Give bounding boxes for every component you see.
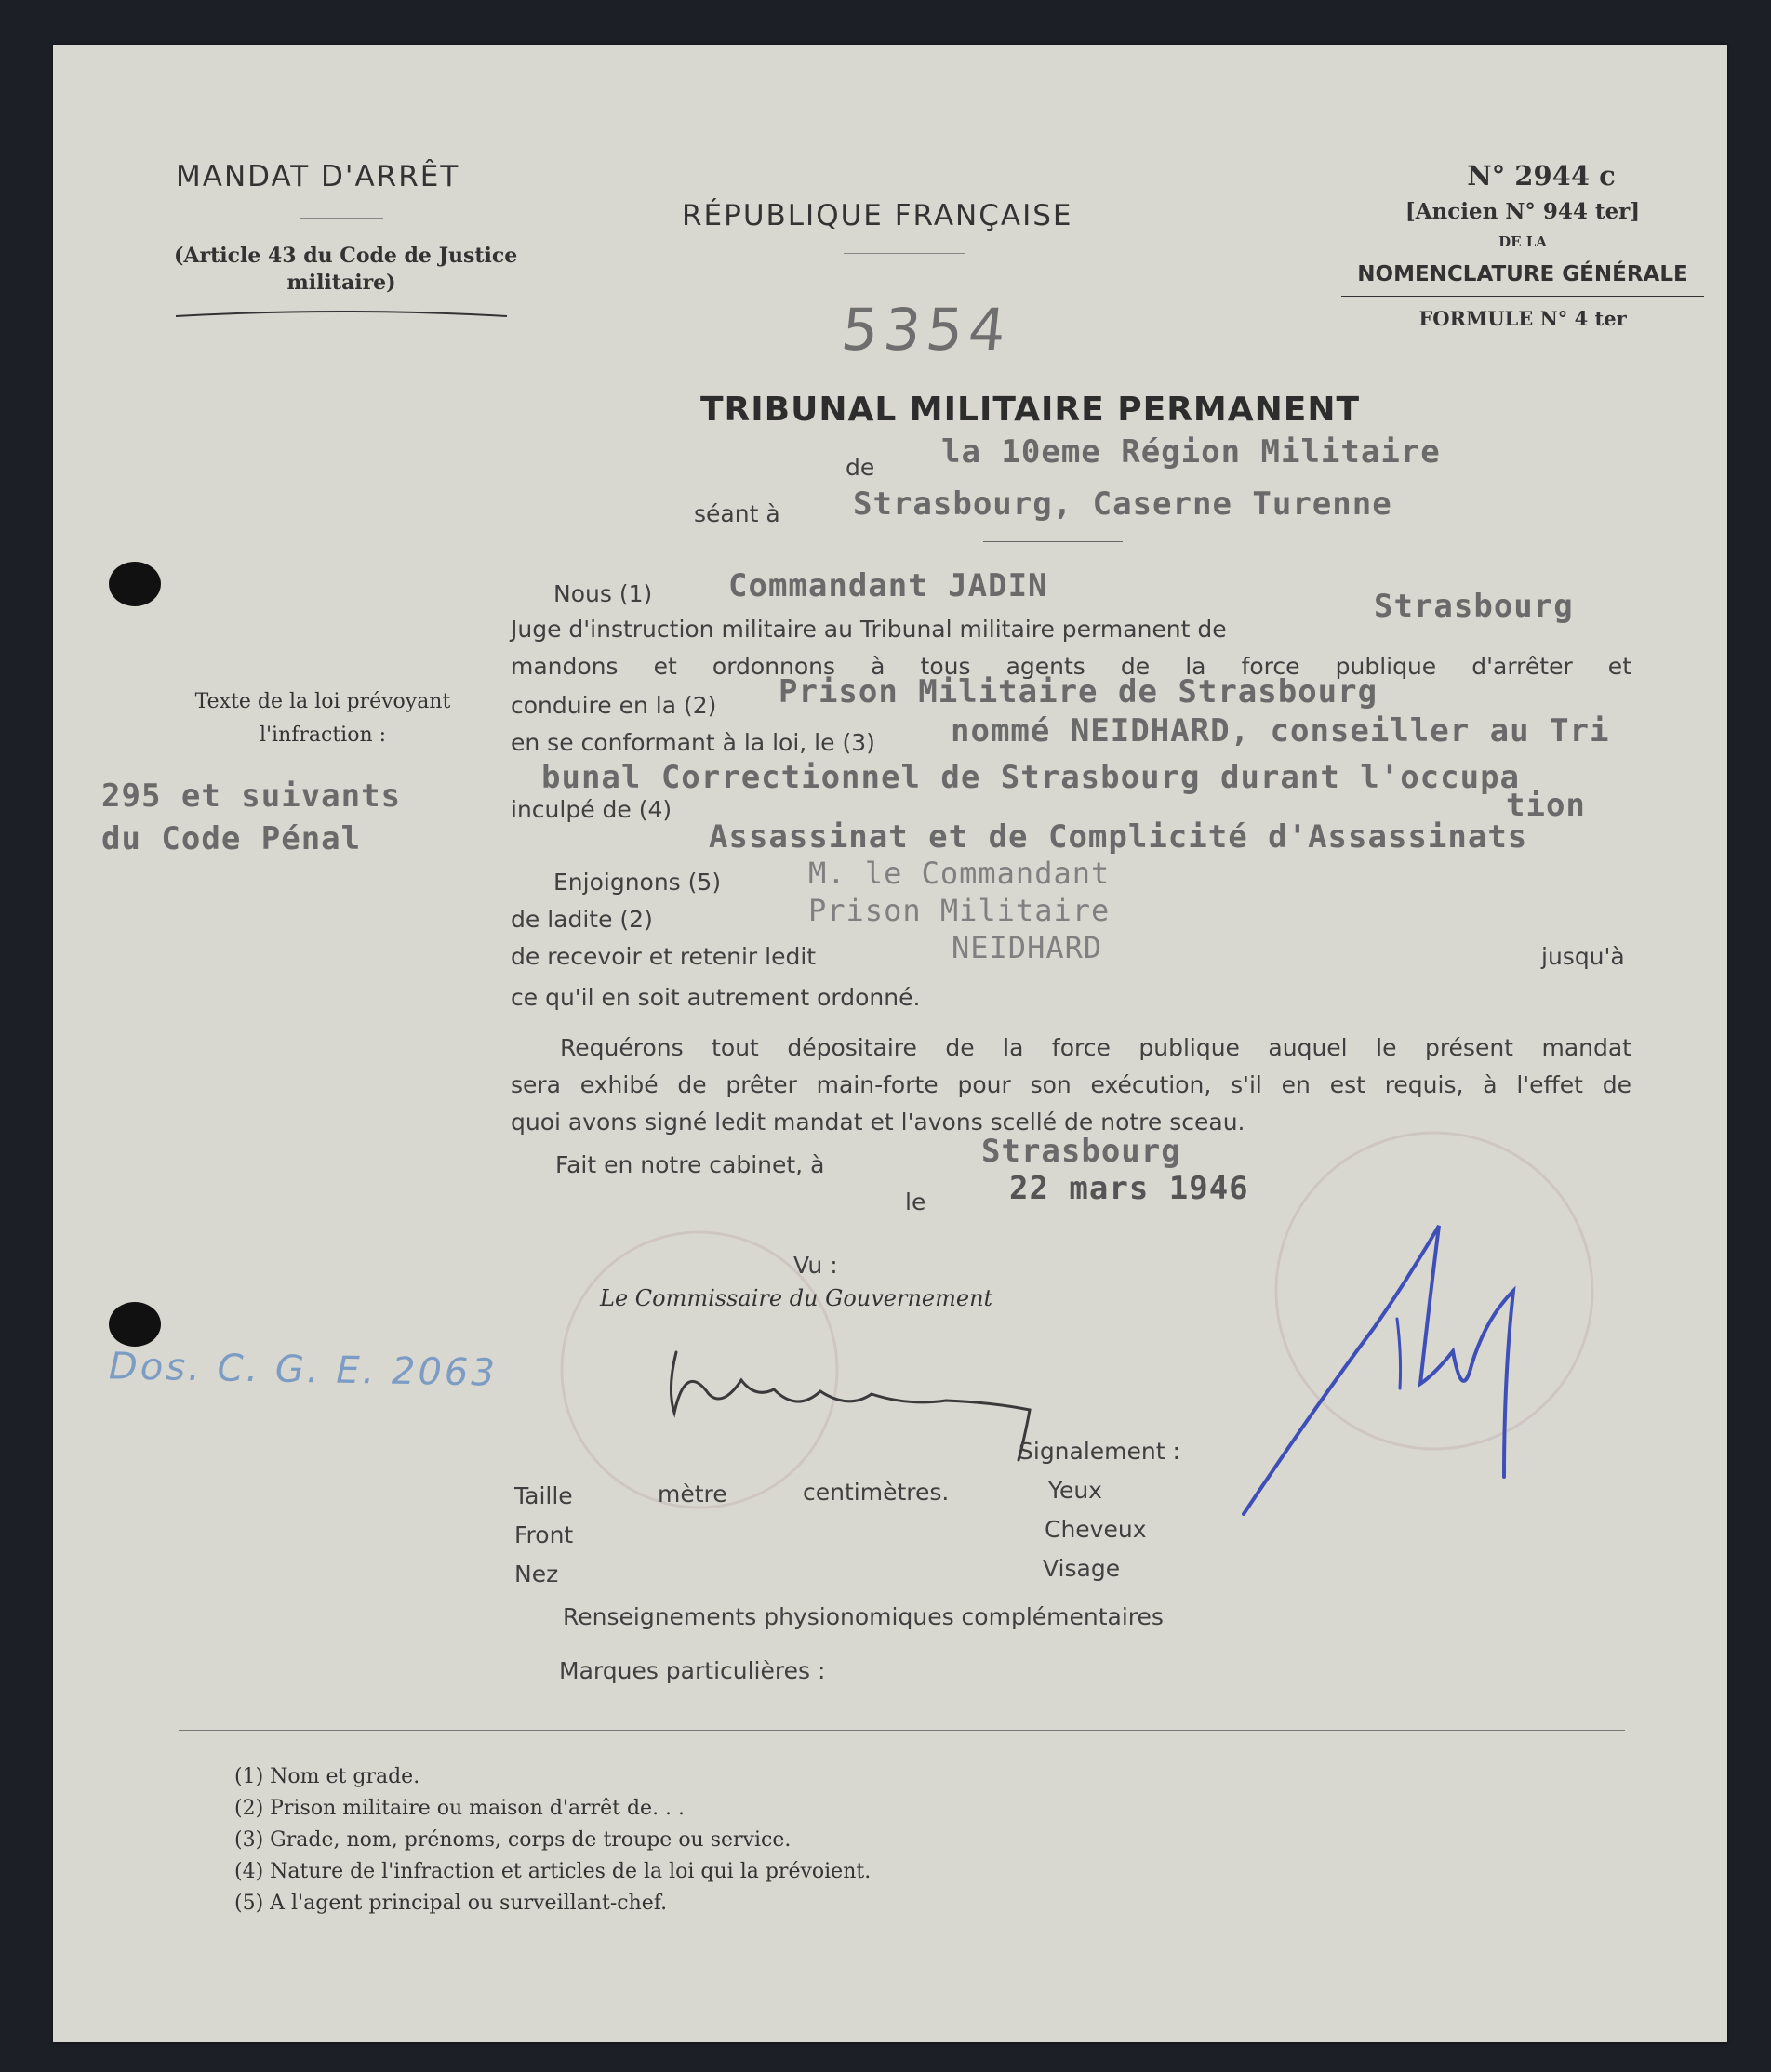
footnote-5: (5) A l'agent principal ou surveillant-chef. — [234, 1892, 668, 1915]
juge-line: Juge d'instruction militaire au Tribunal militaire permanent de — [511, 616, 1227, 643]
form-nomenclature: NOMENCLATURE GÉNÉRALE — [1357, 262, 1688, 286]
enjoignons-label: Enjoignons (5) — [553, 869, 722, 896]
law-text-label-1: Texte de la loi prévoyant — [194, 690, 451, 713]
tribunal-de-label: de — [846, 454, 875, 481]
tribunal-title: TRIBUNAL MILITAIRE PERMANENT — [700, 391, 1361, 429]
footnote-1: (1) Nom et grade. — [234, 1765, 420, 1788]
judge-signature — [1234, 1170, 1569, 1523]
mandat-article-1: (Article 43 du Code de Justice — [174, 244, 518, 268]
yeux-label: Yeux — [1048, 1477, 1102, 1504]
recevoir-value: NEIDHARD — [952, 930, 1103, 965]
commissaire-label: Le Commissaire du Gouvernement — [600, 1285, 993, 1311]
accused-line-2: bunal Correctionnel de Strasbourg durant l'occupa — [541, 759, 1521, 796]
requerons-line-3: quoi avons signé ledit mandat et l'avons scellé de notre sceau. — [511, 1109, 1245, 1136]
mandat-article-2: militaire) — [286, 271, 396, 295]
form-ancien: [Ancien N° 944 ter] — [1405, 199, 1641, 224]
front-label: Front — [514, 1521, 574, 1548]
conformant-label: en se conformant à la loi, le (3) — [511, 729, 875, 756]
prison-value: Prison Militaire de Strasbourg — [779, 673, 1378, 711]
juge-tribunal-city: Strasbourg — [1374, 588, 1574, 625]
enjoignons-value: M. le Commandant — [808, 856, 1111, 891]
nous-value: Commandant JADIN — [728, 567, 1048, 604]
accused-line-1: nommé NEIDHARD, conseiller au Tri — [951, 712, 1610, 750]
jusqua-label: jusqu'à — [1541, 943, 1625, 970]
ornament-rule-left — [174, 309, 509, 322]
taille-label: Taille — [514, 1482, 573, 1509]
footnote-2: (2) Prison militaire ou maison d'arrêt de. . . — [234, 1797, 686, 1820]
footnote-4: (4) Nature de l'infraction et articles de la loi qui la prévoient. — [234, 1860, 872, 1883]
cheveux-label: Cheveux — [1045, 1516, 1147, 1543]
recevoir-label: de recevoir et retenir ledit — [511, 943, 817, 970]
centimetres-label: centimètres. — [803, 1479, 950, 1506]
marques-label: Marques particulières : — [559, 1657, 826, 1684]
metre-label: mètre — [658, 1481, 727, 1508]
mandat-title: MANDAT D'ARRÊT — [176, 160, 460, 193]
tribunal-seant-label: séant à — [694, 500, 780, 527]
law-articles-1: 295 et suivants — [101, 777, 402, 815]
visage-label: Visage — [1043, 1555, 1121, 1582]
mandons-line: mandons et ordonnons à tous agents de la force publique d'arrêter et — [511, 653, 1631, 680]
footnotes — [234, 1761, 871, 1919]
requerons-line-1: Requérons tout dépositaire de la force publique auquel le présent mandat — [560, 1034, 1631, 1061]
nez-label: Nez — [514, 1561, 559, 1587]
issue-date: 22 mars 1946 — [1009, 1170, 1249, 1207]
tribunal-region: la 10eme Région Militaire — [941, 433, 1441, 471]
footnote-divider — [179, 1730, 1625, 1731]
footnote-3: (3) Grade, nom, prénoms, corps de troupe ou service. — [234, 1828, 792, 1852]
le-label: le — [905, 1189, 926, 1215]
form-formule: FORMULE N° 4 ter — [1418, 307, 1627, 330]
charge-value: Assassinat et de Complicité d'Assassinats — [709, 818, 1528, 856]
requerons-line-2: sera exhibé de prêter main-forte pour son exécution, s'il en est requis, à l'effet de — [511, 1071, 1631, 1098]
law-text-label-2: l'infraction : — [259, 724, 387, 747]
form-number: N° 2944 c — [1467, 160, 1616, 192]
vu-label: Vu : — [793, 1252, 838, 1279]
pencil-archive-note: Dos. C. G. E. 2063 — [108, 1345, 499, 1395]
ladite-label: de ladite (2) — [511, 906, 653, 933]
form-de-la: DE LA — [1498, 233, 1547, 250]
conduire-label: conduire en la (2) — [511, 692, 717, 719]
renseignements-label: Renseignements physionomiques complémentaires — [563, 1603, 1164, 1630]
commissaire-signature — [658, 1324, 1076, 1464]
ladite-value: Prison Militaire — [808, 893, 1111, 928]
law-articles-2: du Code Pénal — [101, 820, 362, 857]
fait-city: Strasbourg — [981, 1133, 1181, 1170]
nous-label: Nous (1) — [553, 580, 653, 607]
fait-label: Fait en notre cabinet, à — [555, 1151, 825, 1178]
document-page — [53, 45, 1727, 2042]
inculpe-label: inculpé de (4) — [511, 796, 672, 823]
republique-title: RÉPUBLIQUE FRANÇAISE — [682, 199, 1073, 232]
tribunal-seat: Strasbourg, Caserne Turenne — [853, 485, 1392, 523]
handwritten-case-number: 5354 — [838, 296, 1015, 364]
accused-line-3: tion — [1506, 787, 1586, 824]
ordonne-line: ce qu'il en soit autrement ordonné. — [511, 984, 921, 1011]
signalement-title: Signalement : — [1019, 1438, 1180, 1465]
